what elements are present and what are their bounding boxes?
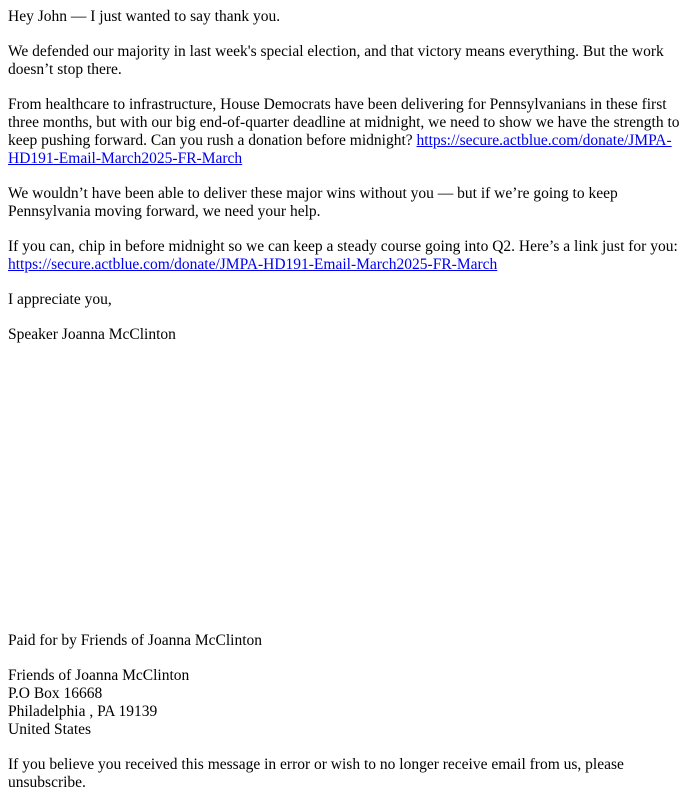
paragraph-majority: We defended our majority in last week's special election, and that victory means everything. But the work doesn’t stop there. — [8, 43, 664, 78]
greeting: Hey John — I just wanted to say thank you. — [8, 8, 281, 25]
unsubscribe-notice: If you believe you received this message in error or wish to no longer receive email from us, please unsubscribe. — [8, 756, 624, 791]
paragraph-deadline-text: From healthcare to infrastructure, House Democrats have been delivering for Pennsylvanians in these first three months, but with our big end-of-quarter deadline at midnight, we need to show we have the strength to keep pushing forward. Can you rush a donation before midnight? — [8, 96, 680, 149]
paragraph-chip-in-text: If you can, chip in before midnight so we can keep a steady course going into Q2. Here’s a link just for you: — [8, 238, 678, 255]
address-name: Friends of Joanna McClinton — [8, 667, 190, 684]
donate-link[interactable]: https://secure.actblue.com/donate/JMPA-HD191-Email-March2025-FR-March — [8, 132, 672, 167]
paragraph-chip-in — [8, 238, 692, 274]
closing: I appreciate you, — [8, 291, 112, 308]
signature: Speaker Joanna McClinton — [8, 326, 176, 343]
mailing-address — [8, 667, 692, 739]
paragraph-deadline — [8, 96, 692, 168]
address-city-state-zip: Philadelphia , PA 19139 — [8, 703, 158, 720]
address-po-box: P.O Box 16668 — [8, 685, 103, 702]
spacer — [8, 361, 692, 632]
donate-link-2[interactable]: https://secure.actblue.com/donate/JMPA-HD191-Email-March2025-FR-March — [8, 256, 498, 273]
address-country: United States — [8, 721, 92, 738]
paid-for-disclaimer: Paid for by Friends of Joanna McClinton — [8, 632, 263, 649]
paragraph-wins: We wouldn’t have been able to deliver these major wins without you — but if we’re going to keep Pennsylvania moving forward, we need your help. — [8, 185, 618, 220]
